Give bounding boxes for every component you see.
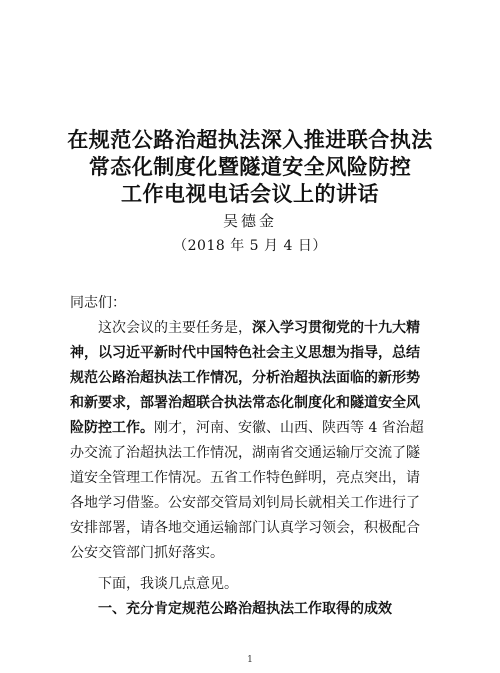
title-line-3: 工作电视电话会议上的讲话 (121, 182, 379, 206)
body-line: 和新要求，部署治超联合执法常态化制度化和隧道安全风 (70, 395, 420, 411)
speech-date: （2018 年 5 月 4 日） (173, 238, 327, 254)
author-name: 吴德金 (222, 212, 277, 230)
body-line: 神，以习近平新时代中国特色社会主义思想为指导，总结 (70, 345, 420, 361)
body-line: 安排部署，请各地交通运输部门认真学习领会，积极配合 (70, 520, 420, 536)
document-title (0, 127, 500, 208)
section-heading: 一、充分肯定规范公路治超执法工作取得的成效 (98, 601, 392, 617)
body-line: 办交流了治超执法工作情况，湖南省交通运输厅交流了隧 (70, 445, 420, 461)
title-line-1: 在规范公路治超执法深入推进联合执法 (67, 128, 433, 152)
body-bold-segment: 深入学习贯彻党的十九大精 (252, 320, 420, 336)
body-line (70, 316, 440, 341)
closing-line: 下面，我谈几点意见。 (98, 576, 238, 592)
salutation: 同志们： (70, 295, 126, 311)
body-text-segment: 这次会议的主要任务是， (98, 320, 252, 336)
body-paragraph (70, 316, 440, 566)
body-text-segment: 刚才，河南、安徽、山西、陕西等 4 省治超 (154, 420, 424, 436)
body-line: 各地学习借鉴。公安部交管局刘钊局长就相关工作进行了 (70, 495, 420, 511)
body-bold-segment: 险防控工作。 (70, 420, 154, 436)
body-line: 公安交管部门抓好落实。 (70, 545, 224, 561)
body-line (70, 416, 440, 441)
body-line: 道安全管理工作情况。五省工作特色鲜明，亮点突出，请 (70, 470, 420, 486)
title-line-2: 常态化制度化暨隧道安全风险防控 (88, 155, 412, 179)
body-line: 规范公路治超执法工作情况，分析治超执法面临的新形势 (70, 370, 420, 386)
page-number: 1 (247, 655, 253, 665)
